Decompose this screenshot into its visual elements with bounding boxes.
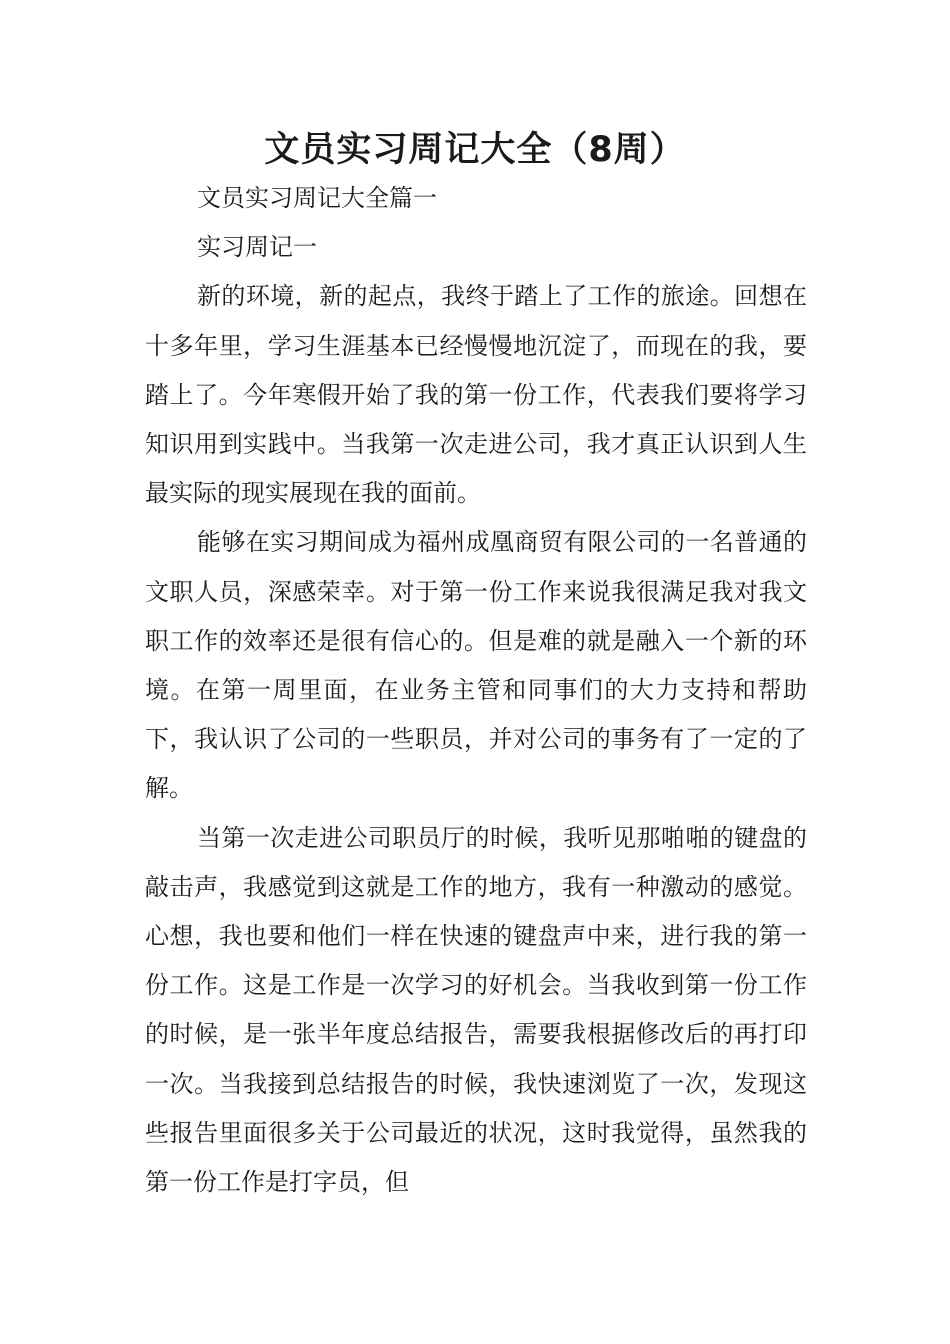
section-title: 文员实习周记大全篇一 [197,184,437,212]
document-title: 文员实习周记大全（8周） [264,130,686,170]
paragraph-1: 新的环境，新的起点，我终于踏上了工作的旅途。回想在十多年里，学习生涯基本已经慢慢地沉淀了，而现在的我，要踏上了。今年寒假开始了我的第一份工作，代表我们要将学习知识用到实践中。当我第一次走进公司，我才真正认识到人生最实际的现实展现在我的面前。 [145,282,807,508]
paragraph-3: 当第一次走进公司职员厅的时候，我听见那啪啪的键盘的敲击声，我感觉到这就是工作的地方，我有一种激动的感觉。心想，我也要和他们一样在快速的键盘声中来，进行我的第一份工作。这是工作是一次学习的好机会。当我收到第一份工作的时候，是一张半年度总结报告，需要我根据修改后的再打印一次。当我接到总结报告的时候，我快速浏览了一次，发现这些报告里面很多关于公司最近的状况，这时我觉得，虽然我的第一份工作是打字员，但 [145,823,807,1197]
paragraph-2: 能够在实习期间成为福州成凰商贸有限公司的一名普通的文职人员，深感荣幸。对于第一份工作来说我很满足我对我文职工作的效率还是很有信心的。但是难的就是融入一个新的环境。在第一周里面，在业务主管和同事们的大力支持和帮助下，我认识了公司的一些职员，并对公司的事务有了一定的了解。 [145,528,807,803]
subsection-title: 实习周记一 [197,233,317,262]
document-body [145,174,807,1207]
